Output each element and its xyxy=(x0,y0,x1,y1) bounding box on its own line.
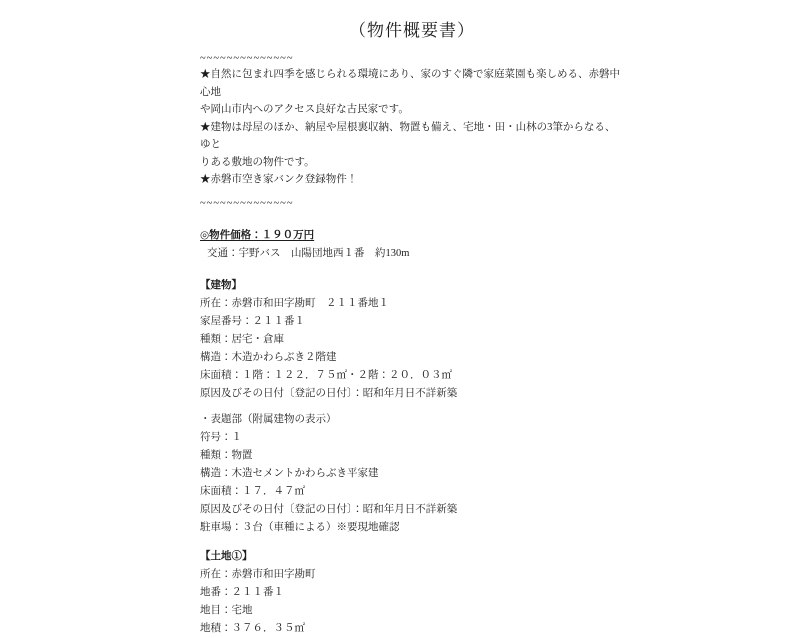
intro-line: や岡山市内へのアクセス良好な古民家です。 xyxy=(200,104,409,115)
building-row-structure: 構造：木造かわらぶき２階建 xyxy=(200,351,337,363)
property-overview-document xyxy=(200,18,624,638)
land-section-heading: 【土地①】 xyxy=(200,550,253,562)
land-section xyxy=(200,548,624,638)
tilde-divider-top: ~~~~~~~~~~~~~~ xyxy=(200,53,294,64)
building-row-type: 種類：居宅・倉庫 xyxy=(200,333,284,345)
land-row-location: 所在：赤磐市和田字勘町 xyxy=(200,568,316,580)
intro-line: ★赤磐市空き家バンク登録物件！ xyxy=(200,174,358,185)
building-section xyxy=(200,277,624,403)
annex-section xyxy=(200,411,624,537)
building-section-heading: 【建物】 xyxy=(200,279,242,291)
intro-line: ★自然に包まれ四季を感じられる環境にあり、家のすぐ隣で家庭菜園も楽しめる、赤磐中心地 xyxy=(200,69,620,98)
annex-row-parking: 駐車場：３台（車種による）※要現地確認 xyxy=(200,521,400,533)
land-row-lot-number: 地番：２１１番１ xyxy=(200,586,284,598)
land-row-land-area: 地積：３７６．３５㎡ xyxy=(200,622,305,634)
building-row-location: 所在：赤磐市和田字勘町 ２１１番地１ xyxy=(200,297,389,309)
intro-paragraph xyxy=(200,66,624,189)
building-row-registration-date: 原因及びその日付〔登記の日付〕：昭和年月日不詳新築 xyxy=(200,387,458,399)
annex-section-heading: ・表題部（附属建物の表示） xyxy=(200,413,337,425)
annex-row-type: 種類：物置 xyxy=(200,449,253,461)
annex-row-structure: 構造：木造セメントかわらぶき平家建 xyxy=(200,467,379,479)
land-row-land-category: 地目：宅地 xyxy=(200,604,253,616)
tilde-divider-bottom: ~~~~~~~~~~~~~~ xyxy=(200,197,294,209)
annex-row-registration-date: 原因及びその日付〔登記の日付〕：昭和年月日不詳新築 xyxy=(200,503,458,515)
intro-line: ★建物は母屋のほか、納屋や屋根裏収納、物置も備え、宅地・田・山林の3筆からなる、ゆと xyxy=(200,121,616,150)
building-row-house-number: 家屋番号：２１１番１ xyxy=(200,315,305,327)
access-line: 交通：宇野バス 山陽団地西１番 約130m xyxy=(207,247,410,259)
intro-line: りある敷地の物件です。 xyxy=(200,156,315,168)
annex-row-floor-area: 床面積：１７．４７㎡ xyxy=(200,485,305,497)
building-row-floor-area: 床面積：１階：１２２．７５㎡・２階：２０．０３㎡ xyxy=(200,369,452,381)
price-line: ◎物件価格：１９０万円 xyxy=(200,229,315,241)
document-title: （物件概要書） xyxy=(349,21,475,40)
annex-row-symbol: 符号：１ xyxy=(200,431,242,443)
price-block xyxy=(200,227,624,263)
